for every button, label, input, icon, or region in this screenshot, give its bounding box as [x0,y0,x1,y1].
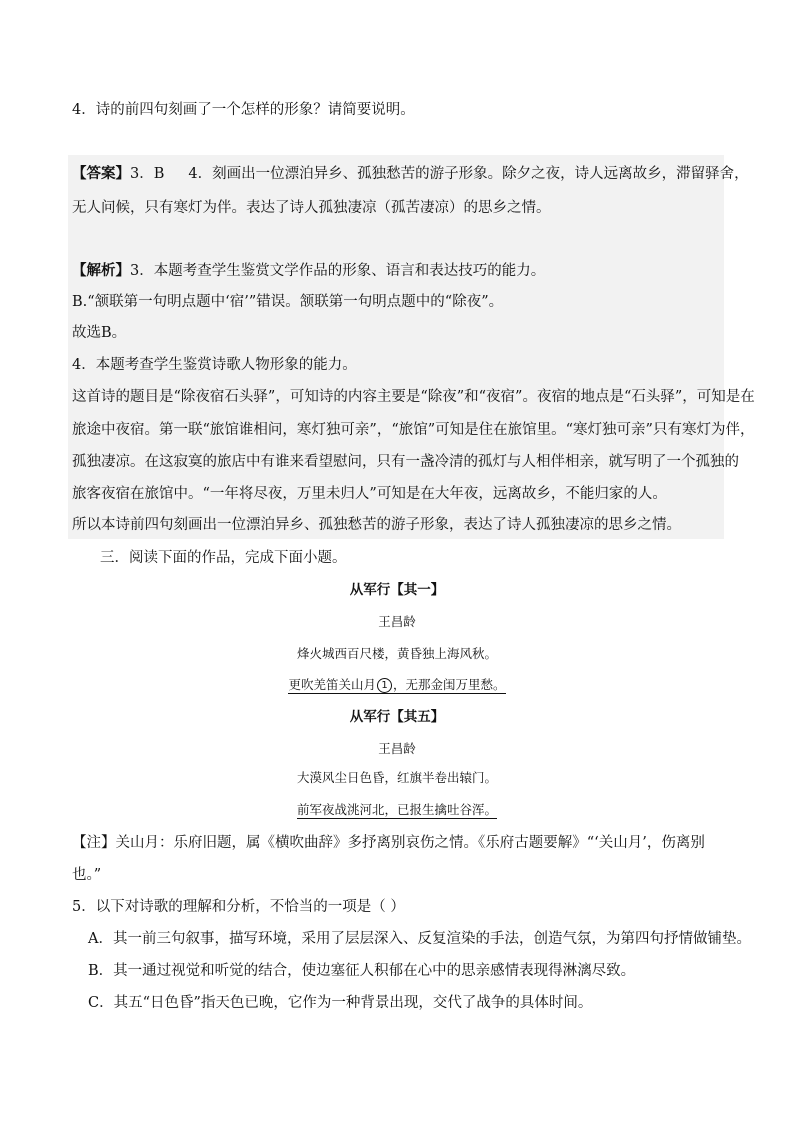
poem-1-line-2-b: ，无那金闺万里愁。 [393,677,506,692]
poem-1-author: 王昌龄 [378,614,416,629]
answer-4: 4．刻画出一位漂泊异乡、孤独愁苦的游子形象。除夕之夜，诗人远离故乡，滞留驿舍， [188,166,749,182]
poem-1-line-2-a: 更吹羌笛关山月 [288,677,376,692]
question-4: 4．诗的前四句刻画了一个怎样的形象？请简要说明。 [72,102,415,118]
poem-2-author: 王昌龄 [378,741,416,756]
option-a: A．其一前三句叙事，描写环境，采用了层层深入、反复渲染的手法，创造气氛，为第四句抒情做铺垫。 [88,931,751,947]
analysis-line-2: B.“颔联第一句明点题中‘宿’”错误。颔联第一句明点题中的“除夜”。 [72,294,504,310]
question-5: 5．以下对诗歌的理解和分析，不恰当的一项是（ ） [72,899,405,915]
answer-tag: 【答案】 [72,165,130,182]
analysis-line-1 [72,261,545,281]
note-line-1: 【注】关山月：乐府旧题，属《横吹曲辞》多抒离别哀伤之情。《乐府古题要解》“‘关山月’，伤离别 [72,835,705,851]
poem-1-line-2-underlined [288,677,505,694]
analysis-line-4: 4．本题考查学生鉴赏诗歌人物形象的能力。 [72,357,357,373]
analysis-line-9: 所以本诗前四句刻画出一位漂泊异乡、孤独愁苦的游子形象，表达了诗人孤独凄凉的思乡之情。 [72,517,681,533]
poem-2-line-2 [0,800,794,820]
note-line-2: 也。” [72,867,102,883]
poem-1-line-2 [0,675,794,695]
analysis-line-3: 故选B。 [72,325,127,341]
poem-1-title: 从军行【其一】 [349,582,445,598]
analysis-line-5: 这首诗的题目是“除夜宿石头驿”，可知诗的内容主要是“除夜”和“夜宿”。夜宿的地点是“石头驿”，可知是在 [72,389,755,405]
answer-line-1 [72,164,749,184]
analysis-line-7: 孤独凄凉。在这寂寞的旅店中有谁来看望慰问，只有一盏冷清的孤灯与人相伴相亲，就写明了一个孤独的 [72,454,739,470]
analysis-tag: 【解析】 [72,262,130,279]
footnote-mark: 1 [377,678,392,693]
poem-2-title: 从军行【其五】 [349,709,445,725]
poem-1-line-1: 烽火城西百尺楼，黄昏独上海风秋。 [296,646,497,661]
analysis-line-6: 旅途中夜宿。第一联“旅馆谁相问，寒灯独可亲”，“旅馆”可知是住在旅馆里。“寒灯独可亲”只有寒灯为伴， [72,422,755,438]
analysis-text-1: 3．本题考查学生鉴赏文学作品的形象、语言和表达技巧的能力。 [130,263,546,279]
poem-2-line-2-underlined: 前军夜战洮河北，已报生擒吐谷浑。 [296,802,497,817]
answer-line-2: 无人问候，只有寒灯为伴。表达了诗人孤独凄凉（孤苦凄凉）的思乡之情。 [72,200,551,216]
option-c: C．其五“日色昏”指天色已晚，它作为一种背景出现，交代了战争的具体时间。 [88,995,593,1011]
option-b: B．其一通过视觉和听觉的结合，使边塞征人积郁在心中的思亲感情表现得淋漓尽致。 [88,963,636,979]
section-3-heading: 三．阅读下面的作品，完成下面小题。 [100,550,347,566]
analysis-line-8: 旅客夜宿在旅馆中。“一年将尽夜，万里未归人”可知是在大年夜，远离故乡，不能归家的人。 [72,486,667,502]
answer-3: 3．B [130,166,165,182]
poem-2-line-1: 大漠风尘日色昏，红旗半卷出辕门。 [296,770,497,785]
